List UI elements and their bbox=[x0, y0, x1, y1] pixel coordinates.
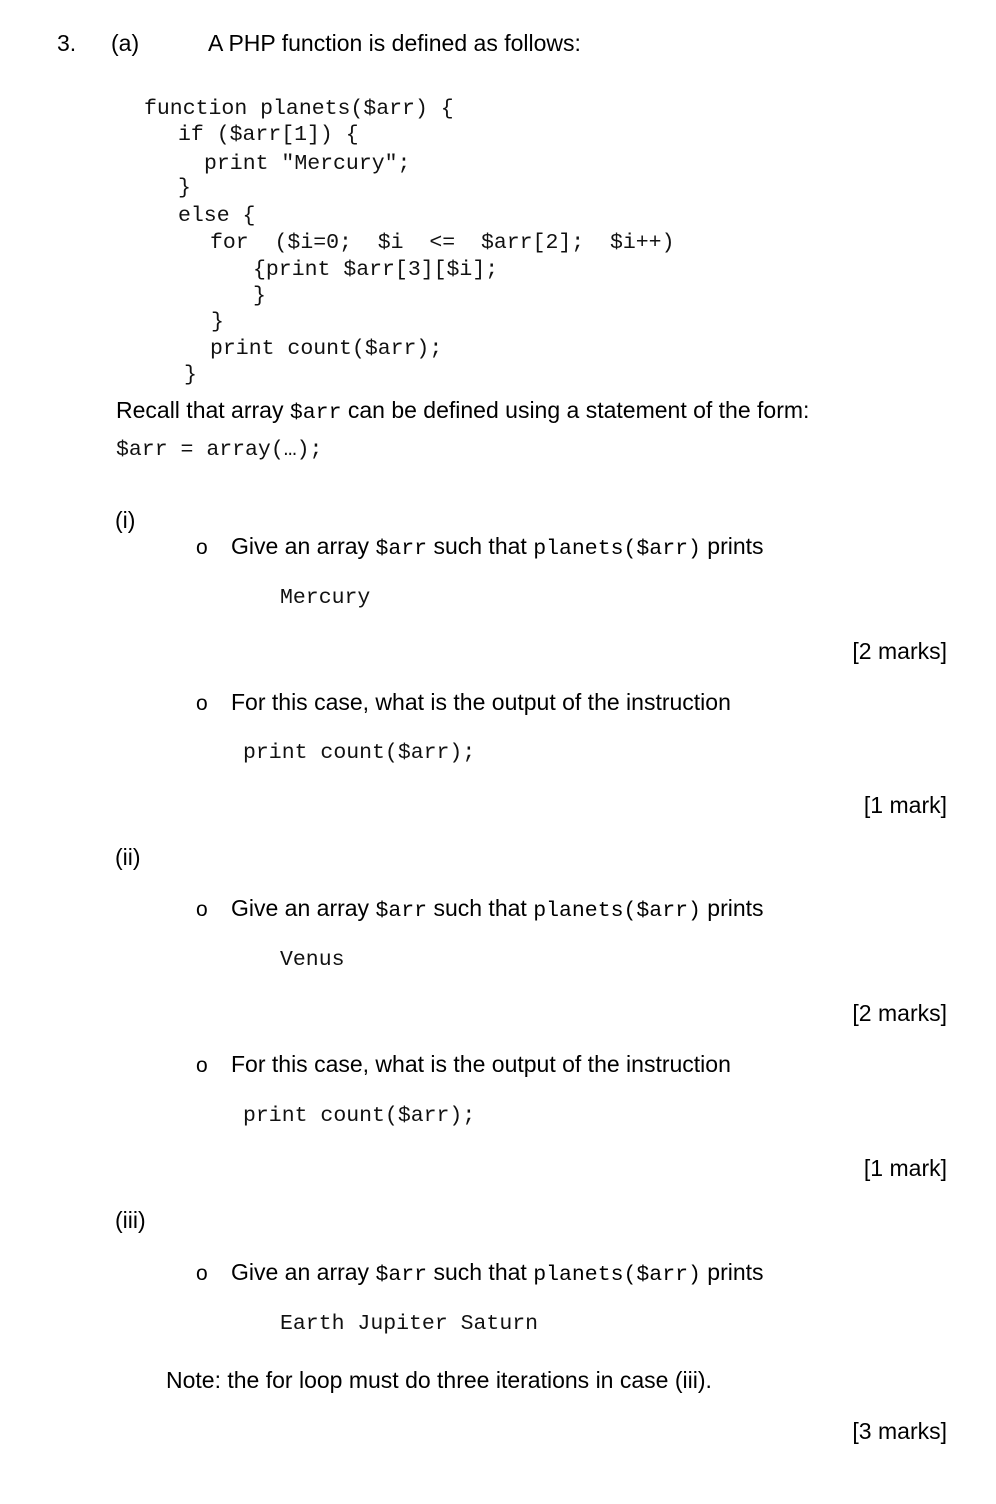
code-line: if ($arr[1]) { bbox=[178, 123, 359, 147]
code-line: } bbox=[178, 176, 191, 200]
give-array-question: Give an array $arr such that planets($arr) prints bbox=[231, 533, 764, 561]
recall-statement: $arr = array(…); bbox=[116, 438, 323, 462]
code-line: else { bbox=[178, 204, 256, 228]
part-label: (a) bbox=[111, 30, 140, 56]
question-intro: A PHP function is defined as follows: bbox=[208, 30, 581, 56]
code-line: print "Mercury"; bbox=[204, 152, 411, 176]
marks-label: [1 mark] bbox=[863, 1155, 947, 1181]
marks-label: [2 marks] bbox=[852, 1000, 947, 1026]
code-line: {print $arr[3][$i]; bbox=[253, 258, 499, 282]
part-iii-label: (iii) bbox=[115, 1207, 146, 1233]
bullet: o bbox=[196, 692, 208, 715]
code-line: } bbox=[184, 363, 197, 387]
recall-text: Recall that array $arr can be defined using a statement of the form: bbox=[116, 397, 810, 425]
count-code: print count($arr); bbox=[243, 741, 476, 765]
bullet: o bbox=[196, 536, 208, 559]
give-array-question: Give an array $arr such that planets($arr) prints bbox=[231, 1259, 764, 1287]
marks-label: [2 marks] bbox=[852, 638, 947, 664]
part-i-label: (i) bbox=[115, 507, 136, 533]
note-text: Note: the for loop must do three iterations in case (iii). bbox=[166, 1367, 712, 1393]
code-line: } bbox=[211, 310, 224, 334]
part-ii-label: (ii) bbox=[115, 844, 141, 870]
code-line: print count($arr); bbox=[210, 337, 443, 361]
count-code: print count($arr); bbox=[243, 1104, 476, 1128]
bullet: o bbox=[196, 1262, 208, 1285]
expected-output: Earth Jupiter Saturn bbox=[280, 1312, 539, 1336]
bullet: o bbox=[196, 898, 208, 921]
code-line: for ($i=0; $i <= $arr[2]; $i++) bbox=[210, 231, 675, 255]
marks-label: [1 mark] bbox=[863, 792, 947, 818]
question-number: 3. bbox=[57, 30, 77, 56]
give-array-question: Give an array $arr such that planets($arr) prints bbox=[231, 895, 764, 923]
bullet: o bbox=[196, 1054, 208, 1077]
count-question: For this case, what is the output of the instruction bbox=[231, 689, 731, 715]
expected-output: Venus bbox=[280, 948, 345, 972]
expected-output: Mercury bbox=[280, 586, 371, 610]
count-question: For this case, what is the output of the instruction bbox=[231, 1051, 731, 1077]
code-line: } bbox=[253, 284, 266, 308]
code-line: function planets($arr) { bbox=[144, 97, 454, 121]
marks-label: [3 marks] bbox=[852, 1418, 947, 1444]
